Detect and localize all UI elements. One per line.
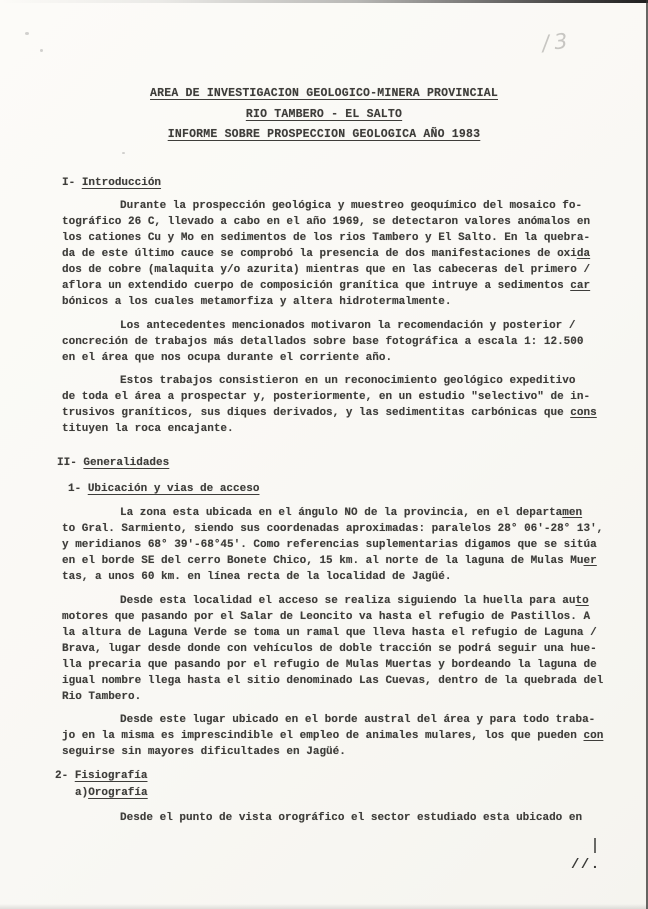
text-line: trusivos graníticos, sus diques derivados, y las sedimentitas carbónicas que cons (62, 407, 597, 419)
text-line: jo en la misma es imprescindible el empleo de animales mulares, los que pueden con (62, 730, 604, 742)
text-line: tográfico 26 C, llevado a cabo en el año 1969, se detectaron valores anómalos en (62, 216, 591, 228)
subsection-heading-orografia (75, 785, 148, 801)
subsection-title: Orografía (88, 787, 148, 799)
section-heading-generalidades (57, 455, 169, 471)
text-line: la altura de Laguna Verde se toma un ramal que lleva hasta el refugio de Laguna / (62, 627, 597, 639)
section-number: I- (62, 177, 82, 189)
text-line: La zona esta ubicada en el ángulo NO de la provincia, en el departamen (120, 507, 583, 519)
text-line: los cationes Cu y Mo en sedimentos de los rios Tambero y El Salto. En la quebra- (62, 232, 591, 244)
paragraph-ubicacion-2 (62, 593, 603, 705)
text-line: lla precaria que pasando por el refugio de Mulas Muertas y bordeando la laguna de (62, 659, 597, 671)
document-title-block (0, 84, 648, 146)
section-title: Introducción (81, 177, 162, 189)
paragraph-introduccion-1 (62, 198, 590, 310)
text-line: tas, a unos 60 km. en línea recta de la localidad de Jagüé. (62, 571, 452, 583)
subsection-title: Fisiografía (74, 770, 148, 782)
paragraph-introduccion-3 (62, 373, 597, 437)
section-title: Generalidades (83, 457, 170, 469)
text-line: igual nombre llega hasta el sitio denominado Las Cuevas, dentro de la quebrada del (62, 675, 604, 687)
subsection-letter: a) (75, 787, 89, 799)
subsection-title: Ubicación y vias de acceso (87, 483, 260, 495)
text-line: motores que pasando por el Salar de Leoncito va hasta el refugio de Pastillos. A (62, 611, 591, 623)
page-continuation-mark: //. (571, 857, 601, 873)
text-line: concreción de trabajos más detallados sobre base fotográfica a escala 1: 12.500 (62, 336, 584, 348)
subsection-heading-fisiografia (55, 768, 147, 784)
text-line: dos de cobre (malaquita y/o azurita) mientras que en las cabeceras del primero / (62, 264, 591, 276)
title-line-1: AREA DE INVESTIGACION GEOLOGICO-MINERA PROVINCIAL (150, 87, 498, 100)
handwritten-page-number: /3 (540, 28, 574, 56)
text-line: to Gral. Sarmiento, siendo sus coordenadas aproximadas: paralelos 28° 06'-28° 13', (62, 523, 604, 535)
text-line: seguirse sin mayores dificultades en Jagüé. (62, 746, 346, 758)
text-line: Desde esta localidad el acceso se realiza siguiendo la huella para auto (120, 595, 589, 607)
text-line: Desde este lugar ubicado en el borde austral del área y para todo traba- (120, 714, 596, 726)
scan-speckle (122, 152, 125, 154)
text-line: bónicos a los cuales metamorfiza y altera hidrotermalmente. (62, 296, 452, 308)
section-number: II- (57, 457, 84, 469)
text-line: Estos trabajos consistieron en un reconocimiento geológico expeditivo (120, 375, 576, 387)
subsection-number: 2- (55, 770, 75, 782)
text-line: Los antecedentes mencionados motivaron la recomendación y posterior / (120, 320, 576, 332)
text-line: y meridianos 68° 39'-68°45'. Como referencias suplementarias digamos que se sitúa (62, 539, 597, 551)
scan-artifact-bottom-shadow (0, 904, 648, 909)
scan-speckle (40, 49, 43, 52)
text-line: aflora un extendido cuerpo de composición granítica que intruye a sedimentos car (62, 280, 591, 292)
scan-artifact-top-edge (0, 0, 648, 3)
subsection-number: 1- (68, 483, 88, 495)
text-line: Durante la prospección geológica y muestreo geoquímico del mosaico fo- (120, 200, 583, 212)
text-line: en el borde SE del cerro Bonete Chico, 15 km. al norte de la laguna de Mulas Muer (62, 555, 597, 567)
text-line: tituyen la roca encajante. (62, 423, 234, 435)
paragraph-orografia-1 (62, 810, 582, 826)
subsection-heading-ubicacion (68, 481, 259, 497)
stray-pen-mark (594, 838, 596, 853)
paragraph-ubicacion-1 (62, 505, 603, 585)
text-line: da de este último cauce se comprobó la presencia de dos manifestaciones de oxida (62, 248, 591, 260)
title-line-2: RIO TAMBERO - EL SALTO (245, 107, 403, 121)
text-line: Brava, lugar desde donde con vehículos de doble tracción se podrá seguir una hue- (62, 643, 597, 655)
section-heading-introduccion (62, 175, 161, 191)
text-line: de toda el área a prospectar y, posteriormente, en un estudio "selectivo" de in- (62, 391, 591, 403)
paragraph-introduccion-2 (62, 318, 584, 366)
scan-speckle (25, 32, 29, 35)
text-line: Desde el punto de vista orográfico el sector estudiado esta ubicado en (120, 812, 583, 824)
title-line-3: INFORME SOBRE PROSPECCION GEOLOGICA AÑO 1983 (167, 128, 481, 141)
paragraph-ubicacion-3 (62, 712, 603, 760)
text-line: en el área que nos ocupa durante el corriente año. (62, 352, 393, 364)
text-line: Rio Tambero. (62, 691, 142, 703)
